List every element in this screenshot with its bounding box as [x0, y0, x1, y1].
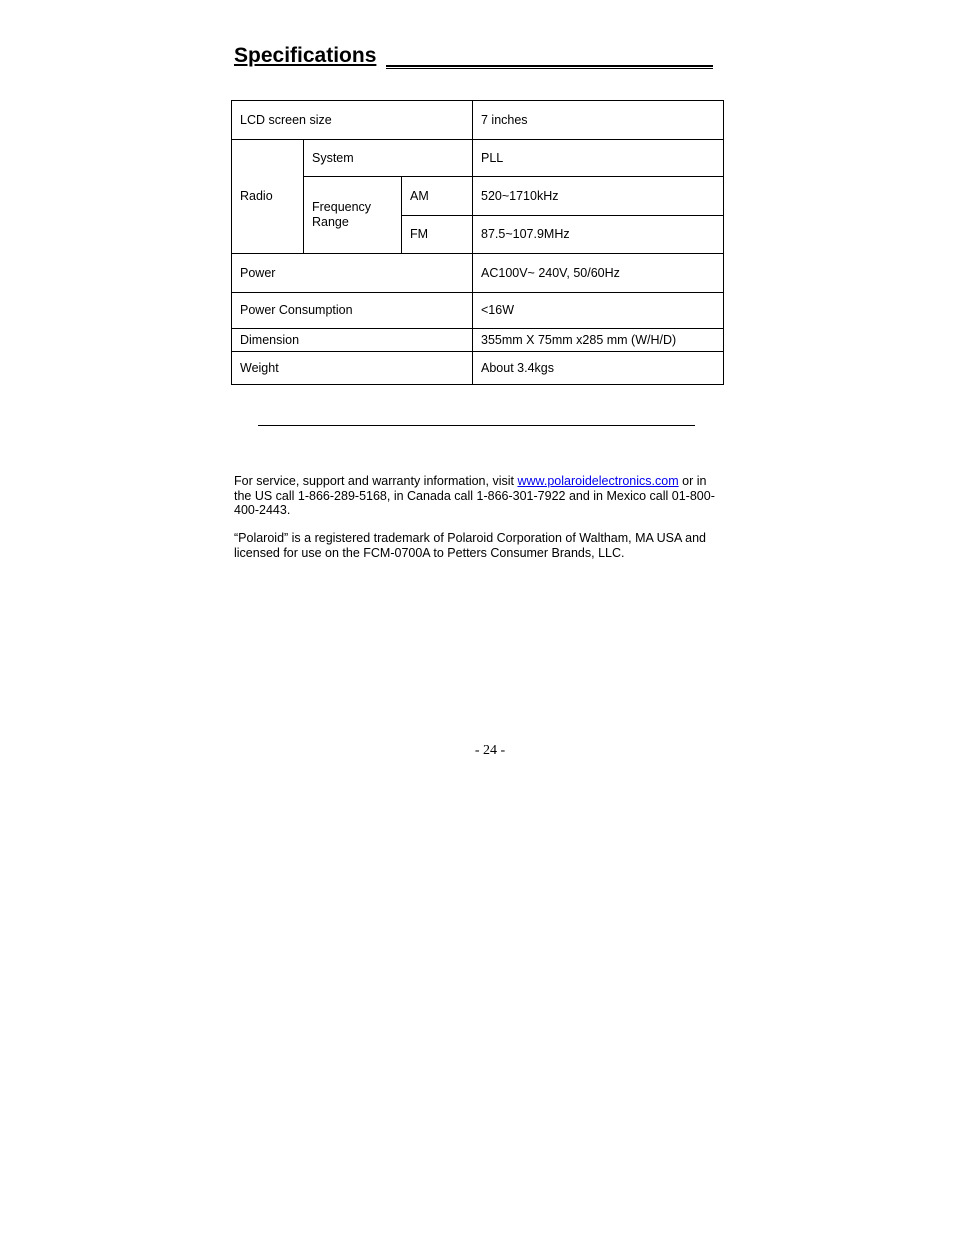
service-text-suffix: or in the US call 1-866-289-5168, in Canada call 1-866-301-7922 and in Mexico call 01-800-400-2443.: [234, 474, 715, 517]
am-label-cell: AM: [402, 177, 473, 216]
power-consumption-value-cell: <16W: [473, 293, 724, 329]
am-value-cell: 520~1710kHz: [473, 177, 724, 216]
system-value-cell: PLL: [473, 140, 724, 177]
service-text-prefix: For service, support and warranty information, visit: [234, 474, 518, 488]
heading-rule: [386, 65, 713, 69]
lcd-label-cell: LCD screen size: [232, 101, 473, 140]
table-row: [232, 101, 724, 140]
power-value-cell: AC100V~ 240V, 50/60Hz: [473, 254, 724, 293]
table-row: [232, 177, 724, 216]
dimension-value-cell: 355mm X 75mm x285 mm (W/H/D): [473, 329, 724, 352]
power-consumption-label-cell: Power Consumption: [232, 293, 473, 329]
service-paragraph: [234, 474, 720, 518]
trademark-paragraph: “Polaroid” is a registered trademark of Polaroid Corporation of Waltham, MA USA and licensed for use on the FCM-0700A to Petters Consumer Brands, LLC.: [234, 531, 706, 560]
system-label-cell: System: [304, 140, 473, 177]
table-row: [232, 254, 724, 293]
heading-text: Specifications: [234, 44, 377, 67]
fm-label-cell: FM: [402, 216, 473, 254]
table-row: [232, 293, 724, 329]
weight-value-cell: About 3.4kgs: [473, 352, 724, 385]
radio-label-cell: Radio: [232, 140, 304, 254]
separator-rule: [258, 425, 695, 426]
dimension-label-cell: Dimension: [232, 329, 473, 352]
specifications-table: [231, 100, 724, 385]
table-row: [232, 352, 724, 385]
table-row: [232, 329, 724, 352]
weight-label-cell: Weight: [232, 352, 473, 385]
frequency-range-label-cell: Frequency Range: [304, 177, 402, 254]
polaroid-website-link[interactable]: www.polaroidelectronics.com: [517, 474, 679, 488]
page-number: - 24 -: [474, 743, 506, 758]
fm-value-cell: 87.5~107.9MHz: [473, 216, 724, 254]
power-label-cell: Power: [232, 254, 473, 293]
table-row: [232, 140, 724, 177]
lcd-value-cell: 7 inches: [473, 101, 724, 140]
